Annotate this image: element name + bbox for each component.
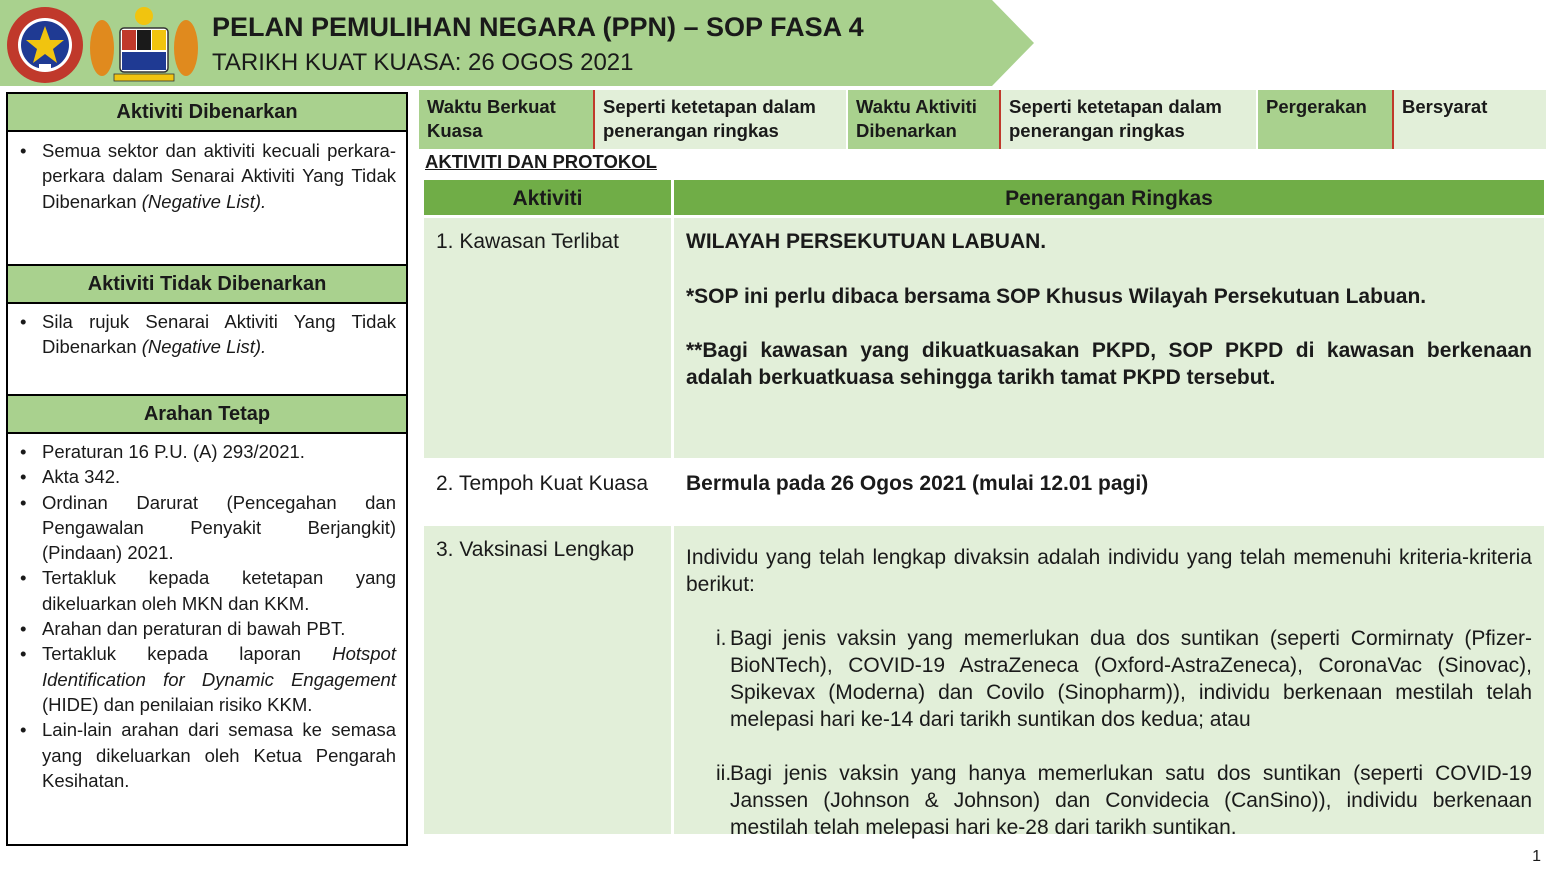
vaccination-intro: Individu yang telah lengkap divaksin adalah individu yang telah memenuhi kriteria-kriteria berikut: (686, 546, 1532, 596)
list-item: • Tertakluk kepada laporan Hotspot Identification for Dynamic Engagement (HIDE) dan penilaian risiko KKM. (18, 641, 396, 717)
sop-note: *SOP ini perlu dibaca bersama SOP Khusus Wilayah Persekutuan Labuan. (686, 285, 1427, 308)
pkpd-note: **Bagi kawasan yang dikuatkuasakan PKPD, SOP PKPD di kawasan berkenaan adalah berkuatkuasa sehingga tarikh tamat PKPD tersebut. (686, 339, 1532, 389)
row-description (674, 218, 1544, 458)
info-label-effective-time: Waktu Berkuat Kuasa (419, 90, 595, 149)
info-label-movement: Pergerakan (1258, 90, 1394, 149)
nsc-emblem-icon (6, 6, 84, 84)
standing-orders-list (18, 439, 396, 793)
table-header-activity: Aktiviti (424, 180, 671, 215)
row-activity: Kawasan Terlibat (459, 230, 619, 253)
area-name: WILAYAH PERSEKUTUAN LABUAN. (686, 230, 1047, 253)
row-activity: Tempoh Kuat Kuasa (458, 472, 649, 495)
allowed-list (18, 138, 396, 214)
list-item: • Peraturan 16 P.U. (A) 293/2021. (18, 439, 396, 464)
info-value-effective-time: Seperti ketetapan dalam penerangan ringkas (595, 90, 846, 149)
effective-date: TARIKH KUAT KUASA: 26 OGOS 2021 (212, 49, 634, 76)
info-value-activity-time: Seperti ketetapan dalam penerangan ringkas (1001, 90, 1256, 149)
list-item: • Arahan dan peraturan di bawah PBT. (18, 616, 396, 641)
row-number: 1. (436, 230, 454, 253)
left-panel (6, 92, 408, 846)
info-label-activity-time: Waktu Aktiviti Dibenarkan (848, 90, 1001, 149)
row-description: Bermula pada 26 Ogos 2021 (mulai 12.01 pagi) (674, 460, 1544, 524)
not-allowed-list (18, 309, 396, 360)
list-item: • Ordinan Darurat (Pencegahan dan Pengawalan Penyakit Berjangkit) (Pindaan) 2021. (18, 490, 396, 566)
list-item: i. Bagi jenis vaksin yang memerlukan dua dos suntikan (seperti Cormirnaty (Pfizer-BioNTech), COVID-19 AstraZeneca (Oxford-AstraZeneca), CoronaVac (Sinovac), Spikevax (Moderna) dan Covilo (Sinopharm)), individu berkenaan mestilah telah melepasi hari ke-14 dari tarikh suntikan dos kedua; atau (716, 627, 1532, 731)
page-number: 1 (1532, 848, 1541, 865)
info-value-movement: Bersyarat (1394, 90, 1546, 149)
row-activity: Vaksinasi Lengkap (459, 538, 635, 561)
row-number: 2. (436, 472, 454, 495)
list-item: • Semua sektor dan aktiviti kecuali perkara-perkara dalam Senarai Aktiviti Yang Tidak Dibenarkan (Negative List). (18, 138, 396, 214)
list-item: • Akta 342. (18, 464, 396, 489)
page-title: PELAN PEMULIHAN NEGARA (PPN) – SOP FASA 4 (212, 12, 864, 42)
row-description (674, 526, 1544, 839)
malaysia-coat-of-arms-icon (88, 4, 200, 84)
list-item: • Lain-lain arahan dari semasa ke semasa yang dikeluarkan oleh Ketua Pengarah Kesihatan. (18, 717, 396, 793)
section-heading-not-allowed: Aktiviti Tidak Dibenarkan (8, 264, 406, 304)
list-item: ii. Bagi jenis vaksin yang hanya memerlukan satu dos suntikan (seperti COVID-19 Janssen (Johnson & Johnson) dan Convidecia (CanSino)), individu berkenaan mestilah telah melepasi hari ke-28 dari tarikh suntikan. (716, 762, 1532, 839)
list-item: • Tertakluk kepada ketetapan yang dikeluarkan oleh MKN dan KKM. (18, 565, 396, 616)
table-row (424, 218, 671, 458)
table-row (424, 460, 671, 524)
section-label: AKTIVITI DAN PROTOKOL (425, 151, 657, 172)
table-header-description: Penerangan Ringkas (674, 180, 1544, 215)
row-number: 3. (436, 538, 454, 561)
table-row (424, 526, 671, 834)
header-banner (0, 0, 1036, 86)
list-item: • Sila rujuk Senarai Aktiviti Yang Tidak Dibenarkan (Negative List). (18, 309, 396, 360)
section-heading-standing-orders: Arahan Tetap (8, 394, 406, 434)
section-heading-allowed: Aktiviti Dibenarkan (8, 94, 406, 132)
